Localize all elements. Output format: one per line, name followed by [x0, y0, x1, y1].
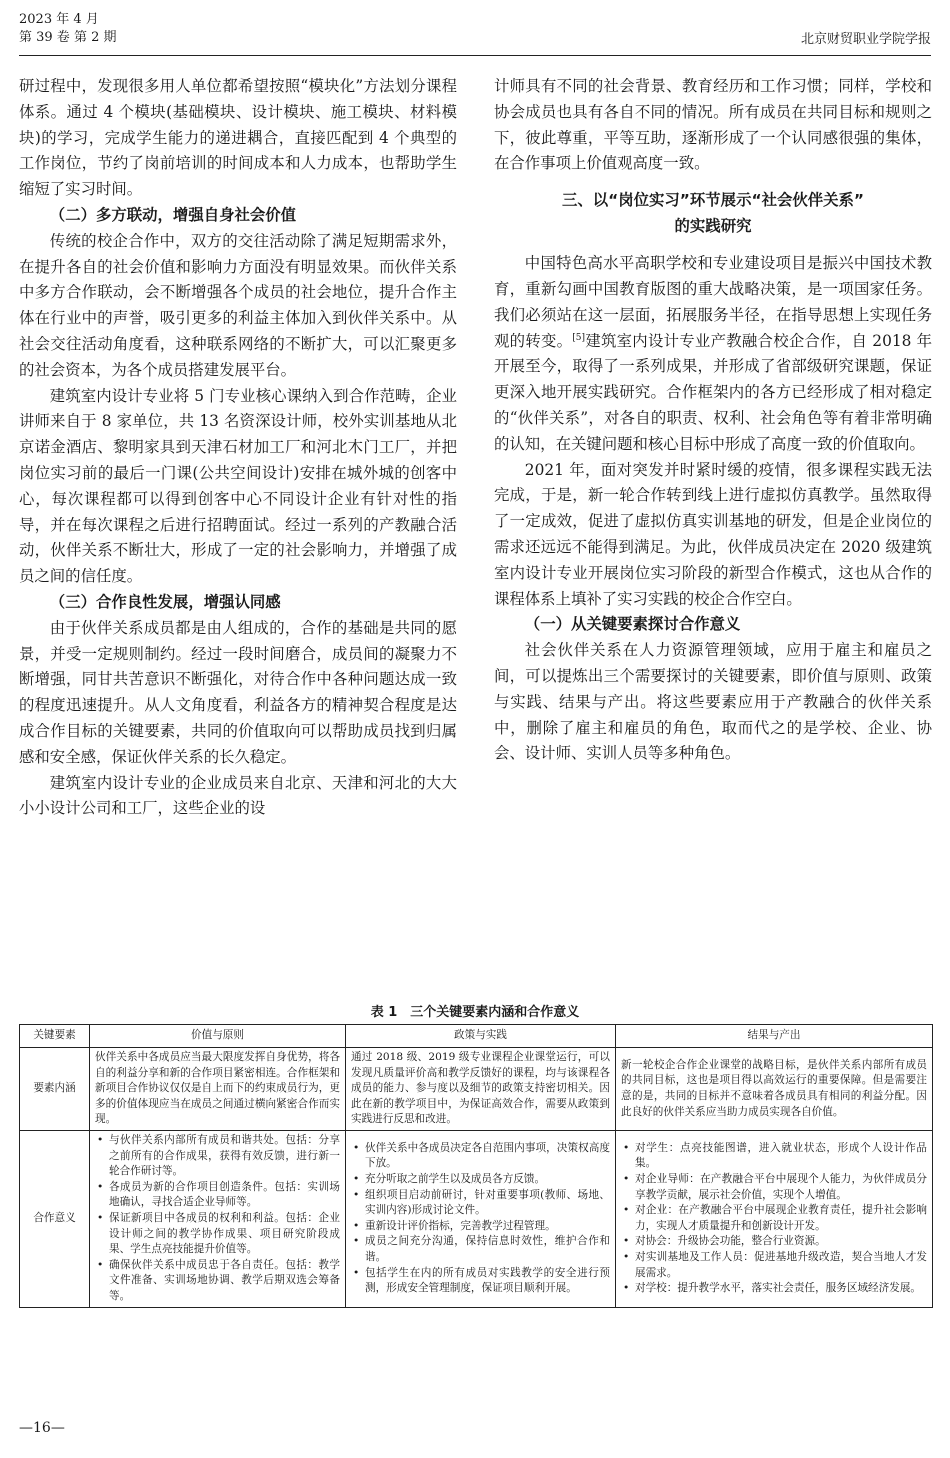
table-header-cell: 政策与实践	[346, 1025, 616, 1048]
header-left	[19, 11, 116, 47]
section-heading-2: （二）多方联动，增强自身社会价值	[49, 205, 297, 224]
list-item: • 对实训基地及工作人员：促进基地升级改造，契合当地人才发展需求。	[621, 1250, 927, 1281]
list-item: • 充分听取之前学生以及成员各方反馈。	[351, 1172, 610, 1188]
table-header-row	[20, 1025, 933, 1048]
right-paragraph-3: 2021 年，面对突发并时紧时缓的疫情，很多课程实践无法完成，于是，新一轮合作转到线上进行虚拟仿真教学。虽然取得了一定成效，促进了虚拟仿真实训基地的研发，但是企业岗位的需求还远远不能得到满足。为此，伙伴成员决定在 2020 级建筑室内设计专业开展岗位实习阶段的新型合作模式，这也从合作的课程体系上填补了实习实践的校企合作空白。	[494, 460, 932, 608]
table-cell: 通过 2018 级、2019 级专业课程企业课堂运行，可以发现凡质量评价高和教学反馈好的课程，均与该课程各成员的能力、参与度以及细节的政策支持密切相关。因此在新的教学项目中，为保证高效合作，需要从政策到实践进行反思和改进。	[346, 1048, 616, 1131]
list-item: • 对学生：点亮技能图谱，进入就业状态，形成个人设计作品集。	[621, 1141, 927, 1172]
row-label: 合作意义	[20, 1130, 90, 1307]
list-item: • 成员之间充分沟通，保持信息时效性，维护合作和谐。	[351, 1234, 610, 1265]
header-rule	[19, 55, 931, 56]
list-item: • 确保伙伴关系中成员忠于各自责任。包括：教学文件准备、实训场地协调、教学后期双选会筹备等。	[95, 1258, 340, 1305]
list-item: • 组织项目启动前研讨，针对重要事项(教师、场地、实训内容)形成讨论文件。	[351, 1188, 610, 1219]
left-paragraph-1: 研过程中，发现很多用人单位都希望按照“模块化”方法划分课程体系。通过 4 个模块(基础模块、设计模块、施工模块、材料模块)的学习，完成学生能力的递进耦合，直接匹配到 4 个典型的工作岗位，节约了岗前培训的时间成本和人力成本，也帮助学生缩短了实习时间。	[19, 77, 457, 199]
citation: [5]	[572, 332, 586, 343]
key-elements-table	[19, 1024, 933, 1308]
bullet-list	[621, 1141, 927, 1297]
right-paragraph-2	[494, 251, 932, 457]
table-title: 表 1 三个关键要素内涵和合作意义	[370, 1005, 580, 1020]
table-header-cell: 结果与产出	[616, 1025, 933, 1048]
page-number: —16—	[19, 1420, 65, 1436]
list-item: • 对企业导师：在产教融合平台中展现个人能力，为伙伴成员分享教学贡献，展示社会价值，实现个人增值。	[621, 1172, 927, 1203]
table-row	[20, 1048, 933, 1131]
table-cell	[346, 1130, 616, 1307]
table-cell	[90, 1130, 346, 1307]
chapter-heading	[494, 187, 932, 239]
left-paragraph-5: 建筑室内设计专业的企业成员来自北京、天津和河北的大大小小设计公司和工厂，这些企业的设	[19, 773, 457, 818]
section-heading-1: （一）从关键要素探讨合作意义	[524, 615, 741, 634]
table-cell	[616, 1130, 933, 1307]
right-paragraph-1: 计师具有不同的社会背景、教育经历和工作习惯；同样，学校和协会成员也具有各自不同的情况。所有成员在共同目标和规则之下，彼此尊重，平等互助，逐渐形成了一个认同感很强的集体，在合作事项上价值观高度一致。	[494, 77, 932, 173]
section-heading-3: （三）合作良性发展，增强认同感	[49, 592, 281, 611]
right-paragraph-2b: 建筑室内设计专业产教融合校企合作，自 2018 年开展至今，取得了一系列成果，并形成了省部级研究课题，保证更深入地开展实践研究。合作框架内的各方已经形成了相对稳定的“伙伴关系”，对各自的职责、权利、社会角色等有着非常明确的认知，在关键问题和核心目标中形成了高度一致的价值取向。	[494, 331, 932, 453]
list-item: • 对学校：提升教学水平，落实社会责任，服务区域经济发展。	[621, 1281, 927, 1297]
table-header-cell: 关键要素	[20, 1025, 90, 1048]
table-cell: 新一轮校企合作企业课堂的战略目标，是伙伴关系内部所有成员的共同目标，这也是项目得以高效运行的重要保障。但是需要注意的是，共同的目标并不意味着各成员具有相同的利益分配。因此良好的伙伴关系应当助力成员实现各自价值。	[616, 1048, 933, 1131]
chapter-heading-line-2: 的实践研究	[674, 217, 752, 236]
bullet-list	[95, 1133, 340, 1305]
table-cell: 伙伴关系中各成员应当最大限度发挥自身优势，将各自的利益分享和新的合作项目紧密相连。合作框架和新项目合作协议仅仅是自上而下的约束成员行为，更多的价值体现应当在成员之间通过横向紧密合作而实现。	[90, 1048, 346, 1131]
right-paragraph-4: 社会伙伴关系在人力资源管理领域，应用于雇主和雇员之间，可以提炼出三个需要探讨的关键要素，即价值与原则、政策与实践、结果与产出。将这些要素应用于产教融合的伙伴关系中，删除了雇主和雇员的角色，取而代之的是学校、企业、协会、设计师、实训人员等多种角色。	[494, 641, 932, 763]
table-header-cell: 价值与原则	[90, 1025, 346, 1048]
left-paragraph-2: 传统的校企合作中，双方的交往活动除了满足短期需求外，在提升各自的社会价值和影响力方面没有明显效果。而伙伴关系中多方合作联动，会不断增强各个成员的社会地位，提升合作主体在行业中的声誉，吸引更多的利益主体加入到伙伴关系中。从社会交往活动角度看，这种联系网络的不断扩大，可以汇聚更多的社会资本，为各个成员搭建发展平台。	[19, 231, 457, 379]
list-item: • 包括学生在内的所有成员对实践教学的安全进行预测，形成安全管理制度，保证项目顺利开展。	[351, 1266, 610, 1297]
list-item: • 对企业：在产教融合平台中展现企业教育责任，提升社会影响力，实现人才质量提升和创新设计开发。	[621, 1203, 927, 1234]
bullet-list	[351, 1141, 610, 1297]
issue-date: 2023 年 4 月	[19, 12, 99, 27]
journal-name: 北京财贸职业学院学报	[800, 32, 931, 47]
table-row	[20, 1130, 933, 1307]
list-item: • 各成员为新的合作项目创造条件。包括：实训场地确认，寻找合适企业导师等。	[95, 1180, 340, 1211]
volume-issue: 第 39 卷 第 2 期	[19, 30, 117, 45]
left-column	[19, 74, 457, 822]
row-label: 要素内涵	[20, 1048, 90, 1131]
list-item: • 对协会：升级协会功能，整合行业资源。	[621, 1234, 927, 1250]
left-paragraph-4: 由于伙伴关系成员都是由人组成的，合作的基础是共同的愿景，并受一定规则制约。经过一段时间磨合，成员间的凝聚力不断增强，同甘共苦意识不断强化，对待合作中各种问题达成一致的程度迅速提升。从人文角度看，利益各方的精神契合程度是达成合作目标的关键要素，共同的价值取向可以帮助成员找到归属感和安全感，保证伙伴关系的长久稳定。	[19, 618, 457, 766]
list-item: • 保证新项目中各成员的权利和利益。包括：企业设计师之间的教学协作成果、项目研究阶段成果、学生点亮技能提升价值等。	[95, 1211, 340, 1258]
right-column	[494, 74, 932, 767]
list-item: • 伙伴关系中各成员决定各自范围内事项，决策权高度下放。	[351, 1141, 610, 1172]
chapter-heading-line-1: 三、以“岗位实习”环节展示“社会伙伴关系”	[561, 191, 865, 210]
list-item: • 重新设计评价指标，完善教学过程管理。	[351, 1219, 610, 1235]
list-item: • 与伙伴关系内部所有成员和谐共处。包括：分享之前所有的合作成果，获得有效反馈，进行新一轮合作研讨等。	[95, 1133, 340, 1180]
left-paragraph-3: 建筑室内设计专业将 5 门专业核心课纳入到合作范畴，企业讲师来自于 8 家单位，共 13 名资深设计师，校外实训基地从北京诺金酒店、黎明家具到天津石材加工厂和河北木门工厂，并把岗位实习前的最后一门课(公共空间设计)安排在城外城的创客中心，每次课程都可以得到创客中心不同设计企业有针对性的指导，并在每次课程之后进行招聘面试。经过一系列的产教融合活动，伙伴关系不断壮大，形成了一定的社会影响力，并增强了成员之间的信任度。	[19, 386, 457, 586]
right-paragraph-2a: 中国特色高水平高职学校和专业建设项目是振兴中国技术教育，重新勾画中国教育版图的重大战略决策，是一项国家任务。我们必须站在这一层面，拓展服务半径，在指导思想上实现任务观的转变。	[494, 254, 932, 350]
